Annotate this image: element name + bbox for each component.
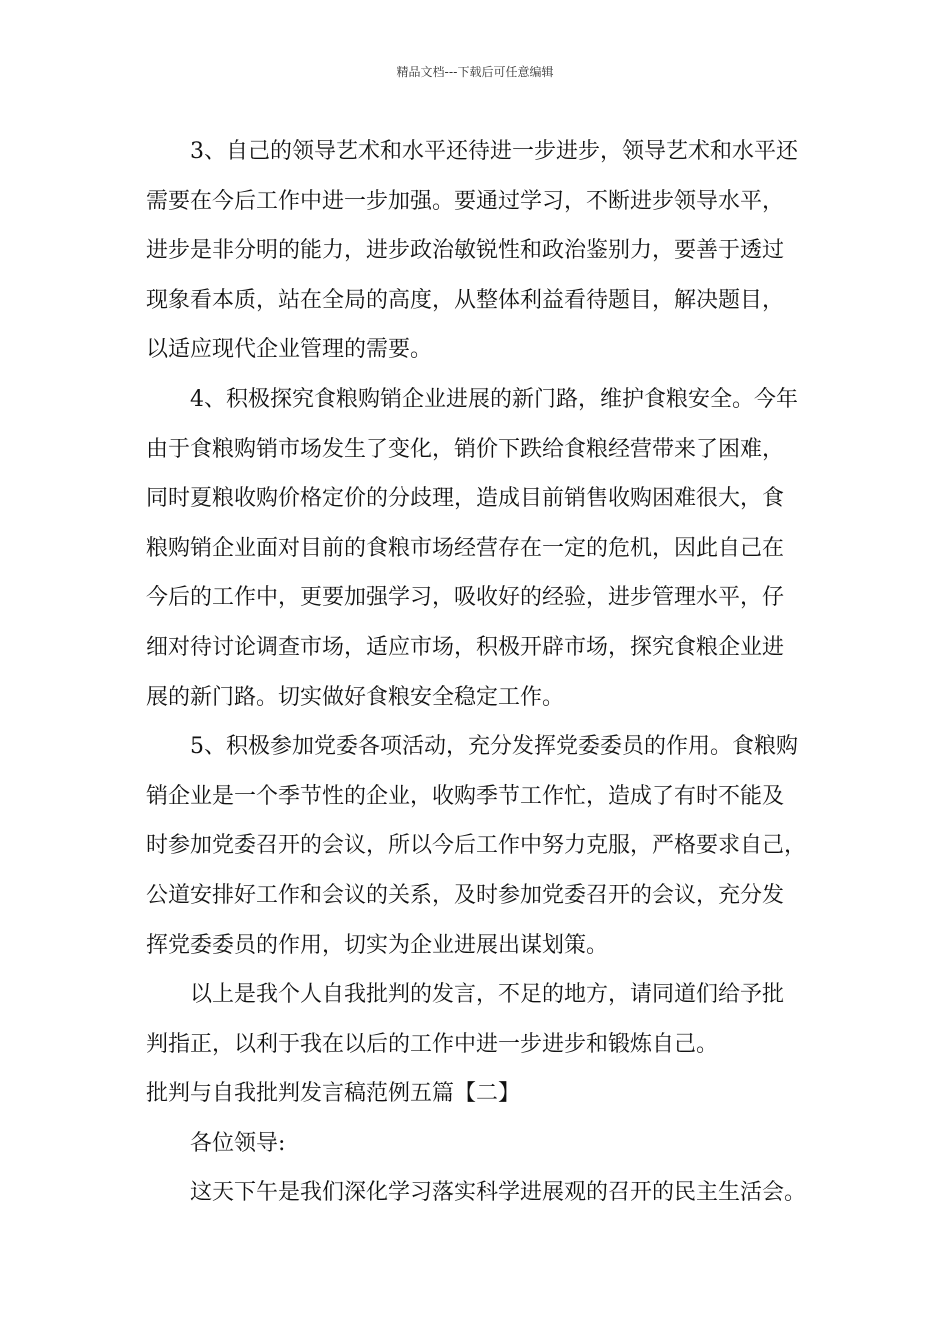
text-line: 由于食粮购销市场发生了变化，销价下跌给食粮经营带来了困难，: [146, 436, 785, 462]
paragraph-5: [146, 722, 836, 970]
text-line: 今后的工作中，更要加强学习，吸收好的经验，进步管理水平，仔: [146, 585, 785, 611]
text-line: 这天下午是我们深化学习落实科学进展观的召开的民主生活会。: [190, 1180, 807, 1206]
text-line: 挥党委委员的作用，切实为企业进展出谋划策。: [146, 932, 609, 958]
paragraph-3: [146, 127, 836, 375]
text-line: 以适应现代企业管理的需要。: [146, 337, 433, 363]
document-body: [146, 127, 836, 1218]
opening-paragraph: [146, 1168, 836, 1218]
text-line: 粮购销企业面对目前的食粮市场经营存在一定的危机，因此自己在: [146, 535, 785, 561]
section-heading: 批判与自我批判发言稿范例五篇【二】: [146, 1081, 521, 1107]
paragraph-4: [146, 375, 836, 722]
text-line: 4、积极探究食粮购销企业进展的新门路，维护食粮安全。今年: [190, 386, 798, 412]
text-line: 现象看本质，站在全局的高度，从整体利益看待题目，解决题目，: [146, 287, 785, 313]
page-header: 精品文档---下载后可任意编辑: [396, 65, 554, 79]
text-line: 展的新门路。切实做好食粮安全稳定工作。: [146, 684, 565, 710]
text-line: 5、积极参加党委各项活动，充分发挥党委委员的作用。食粮购: [190, 734, 798, 760]
paragraph-conclusion: [146, 970, 836, 1069]
text-line: 时参加党委召开的会议，所以今后工作中努力克服，严格要求自己，: [146, 833, 807, 859]
text-line: 各位领导:: [190, 1130, 286, 1156]
text-line: 公道安排好工作和会议的关系，及时参加党委召开的会议，充分发: [146, 882, 785, 908]
text-line: 3、自己的领导艺术和水平还待进一步进步，领导艺术和水平还: [190, 139, 798, 164]
text-line: 以上是我个人自我批判的发言，不足的地方，请同道们给予批: [190, 982, 785, 1008]
text-line: 同时夏粮收购价格定价的分歧理，造成目前销售收购困难很大，食: [146, 486, 785, 512]
greeting: [146, 1119, 836, 1169]
text-line: 进步是非分明的能力，进步政治敏锐性和政治鉴别力，要善于透过: [146, 238, 785, 264]
text-line: 判指正，以利于我在以后的工作中进一步进步和锻炼自己。: [146, 1031, 719, 1057]
text-line: 细对待讨论调查市场，适应市场，积极开辟市场，探究食粮企业进: [146, 634, 785, 660]
text-line: 需要在今后工作中进一步加强。要通过学习，不断进步领导水平，: [146, 188, 785, 214]
text-line: 销企业是一个季节性的企业，收购季节工作忙，造成了有时不能及: [146, 783, 785, 809]
